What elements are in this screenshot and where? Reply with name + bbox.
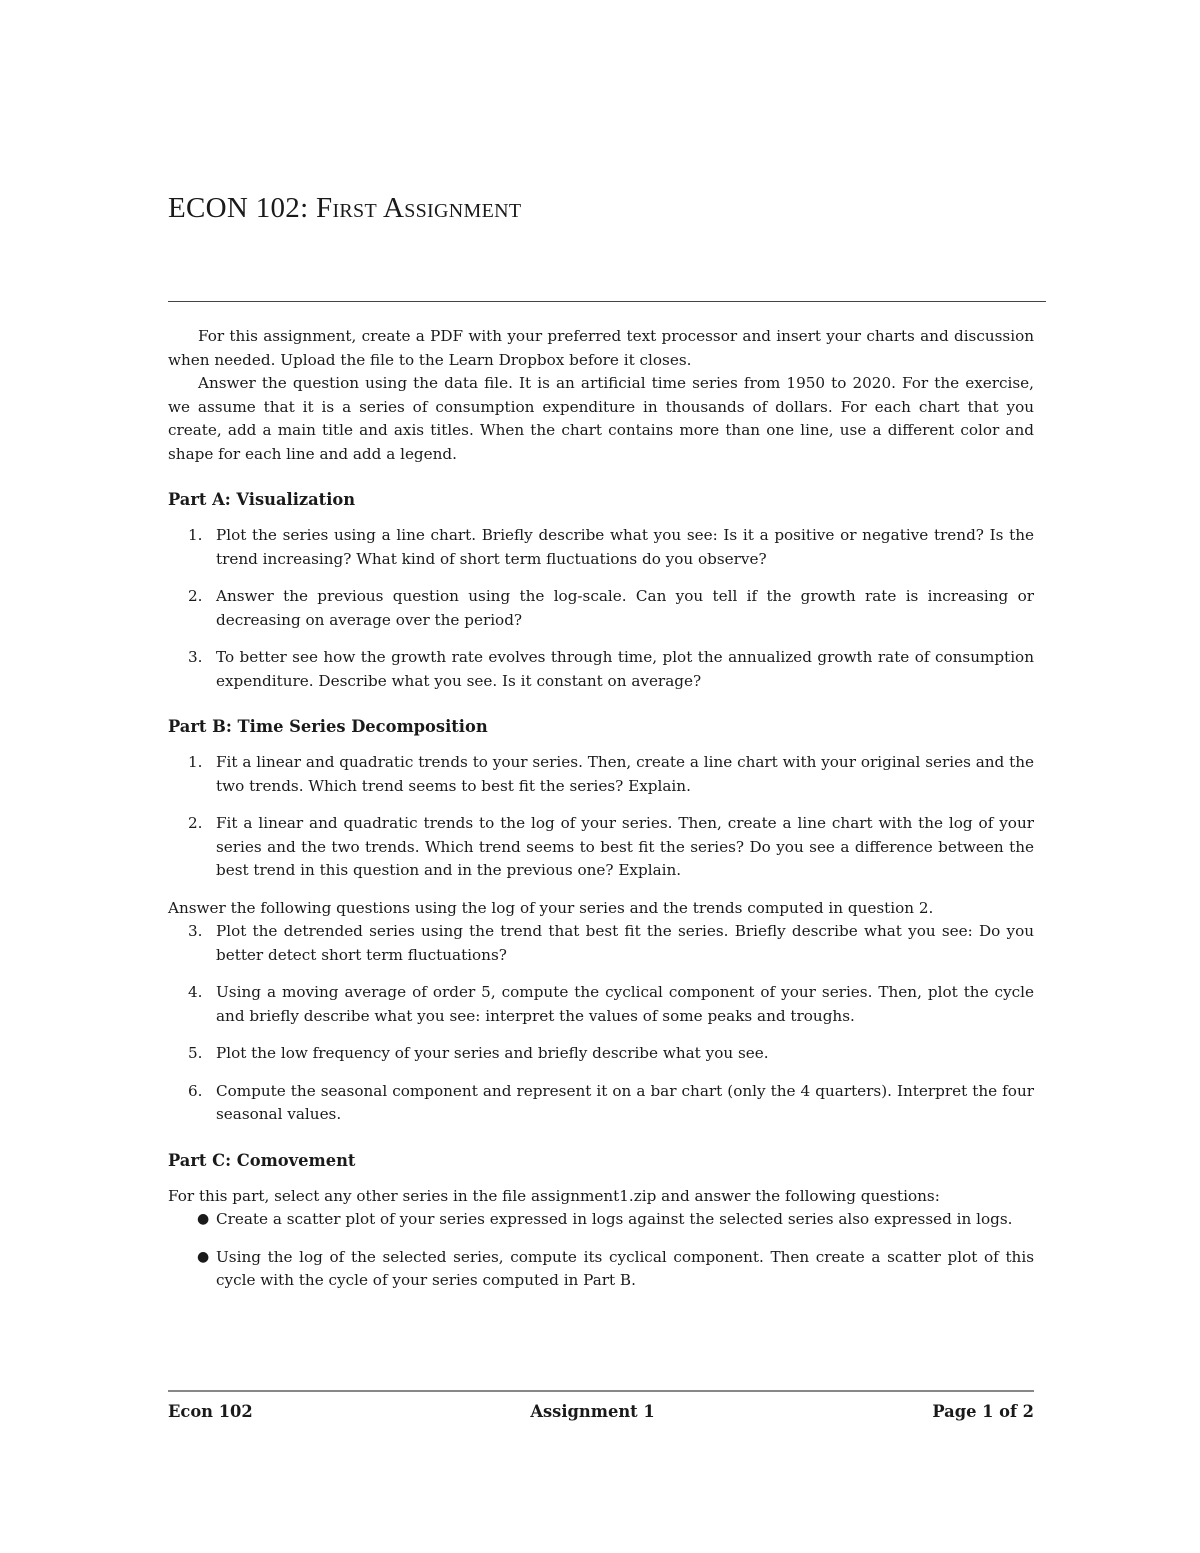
item-text: Using a moving average of order 5, compute the cyclical component of your series. Then, plot the cycle and briefly describe what you see: interpret the values of some peaks and troughs. — [216, 983, 1034, 1025]
item-number: 4. — [188, 983, 203, 1001]
title-first-letter-2: A — [382, 192, 405, 224]
part-b-list-continued — [168, 920, 1034, 1127]
document-body — [168, 325, 1034, 1307]
part-b-heading: Part B: Time Series Decomposition — [168, 717, 488, 736]
item-text: Plot the series using a line chart. Briefly describe what you see: Is it a positive or negative trend? Is the trend increasing? What kind of short term fluctuations do you observe? — [216, 526, 1034, 568]
footer-course: Econ 102 — [168, 1402, 253, 1421]
list-item — [168, 646, 1034, 693]
footer-page-number: Page 1 of 2 — [932, 1402, 1034, 1421]
list-item — [168, 585, 1034, 632]
part-b-list — [168, 751, 1034, 883]
item-number: 5. — [188, 1044, 203, 1062]
footer-assignment: Assignment 1 — [530, 1402, 655, 1421]
item-text: Compute the seasonal component and represent it on a bar chart (only the 4 quarters). Interpret the four seasonal values. — [216, 1081, 1034, 1123]
title-rest-2: ssignment — [404, 192, 522, 224]
part-a-heading: Part A: Visualization — [168, 490, 356, 509]
bullet-icon: ● — [197, 1248, 210, 1265]
list-item — [168, 981, 1034, 1028]
title-divider — [168, 301, 1046, 302]
item-text: Fit a linear and quadratic trends to your series. Then, create a line chart with your original series and the two trends. Which trend seems to best fit the series? Explain. — [216, 753, 1034, 795]
list-item — [168, 1246, 1034, 1293]
list-item — [168, 1042, 1034, 1066]
bullet-icon: ● — [197, 1211, 210, 1227]
part-c-intro: For this part, select any other series in the file assignment1.zip and answer the following questions: — [168, 1186, 940, 1205]
list-item — [168, 524, 1034, 571]
part-c-heading: Part C: Comovement — [168, 1150, 356, 1170]
item-text: Create a scatter plot of your series expressed in logs against the selected series also expressed in logs. — [216, 1210, 1013, 1228]
intro-paragraph-2: Answer the question using the data file. It is an artificial time series from 1950 to 2020. For the exercise, we assume that it is a series of consumption expenditure in thousands of dollars. For each chart that you create, add a main title and axis titles. When the chart contains more than one line, use a different color and shape for each line and add a legend. — [168, 374, 1034, 463]
item-text: Plot the low frequency of your series and briefly describe what you see. — [216, 1044, 769, 1062]
item-number: 2. — [188, 814, 203, 832]
title-course: ECON 102: — [168, 192, 309, 224]
part-a-list — [168, 524, 1034, 693]
item-text: Fit a linear and quadratic trends to the log of your series. Then, create a line chart with the log of your series and the two trends. Which trend seems to best fit the series? Do you see a difference between the best trend in this question and in the previous one? Explain. — [216, 814, 1034, 879]
list-item — [168, 1208, 1034, 1232]
title-rest-1: irst — [332, 192, 377, 224]
footer-divider — [168, 1390, 1034, 1392]
item-number: 2. — [188, 587, 203, 605]
item-text: Answer the previous question using the log-scale. Can you tell if the growth rate is increasing or decreasing on average over the period? — [216, 587, 1034, 629]
list-item — [168, 920, 1034, 967]
page-footer — [168, 1400, 1034, 1424]
item-text: Plot the detrended series using the trend that best fit the series. Briefly describe what you see: Do you better detect short term fluctuations? — [216, 922, 1034, 964]
list-item — [168, 812, 1034, 883]
document-page — [168, 190, 1034, 1289]
intro-paragraph-1: For this assignment, create a PDF with your preferred text processor and insert your charts and discussion when needed. Upload the file to the Learn Dropbox before it closes. — [168, 327, 1034, 369]
document-title — [168, 190, 1034, 226]
title-first-letter-1: F — [316, 192, 333, 224]
item-number: 3. — [188, 922, 203, 940]
list-item — [168, 1080, 1034, 1127]
item-number: 1. — [188, 526, 203, 544]
item-text: Using the log of the selected series, compute its cyclical component. Then create a scatter plot of this cycle with the cycle of your series computed in Part B. — [216, 1247, 1034, 1289]
item-number: 1. — [188, 753, 203, 771]
list-item — [168, 751, 1034, 798]
item-number: 3. — [188, 648, 203, 666]
part-c-list — [168, 1208, 1034, 1293]
item-text: To better see how the growth rate evolves through time, plot the annualized growth rate of consumption expenditure. Describe what you see. Is it constant on average? — [216, 648, 1034, 690]
item-number: 6. — [188, 1081, 203, 1100]
part-b-note: Answer the following questions using the log of your series and the trends computed in question 2. — [168, 898, 934, 917]
